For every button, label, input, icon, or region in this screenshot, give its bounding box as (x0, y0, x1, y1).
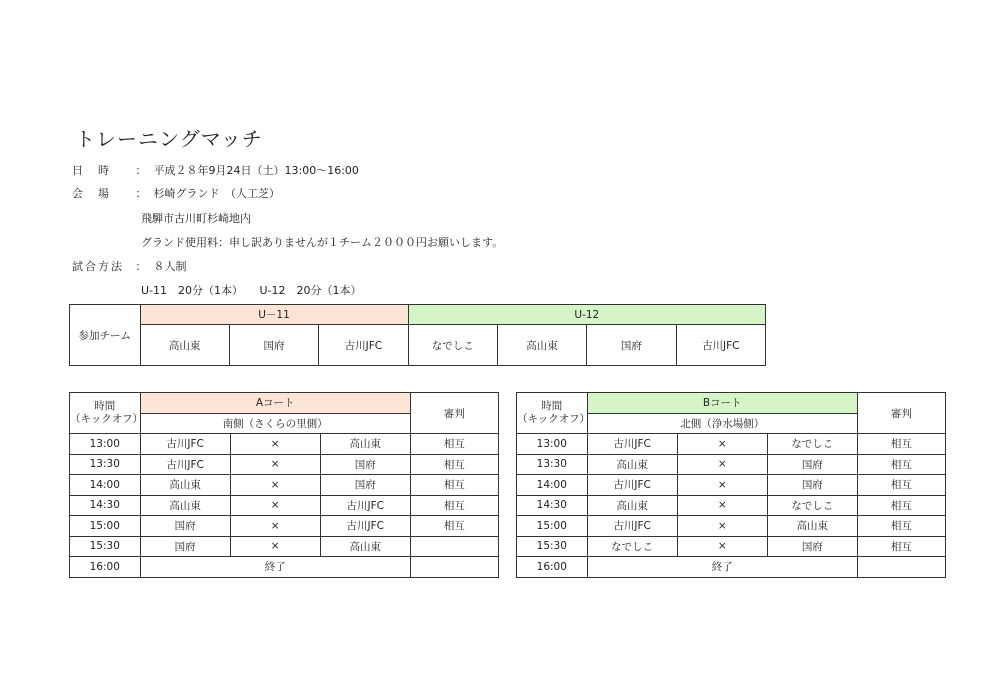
format-line (72, 258, 187, 274)
referee: 相互 (857, 495, 945, 516)
table-row (70, 475, 499, 496)
away-team: 国府 (767, 536, 857, 557)
vs-mark: × (677, 536, 767, 557)
referee: 相互 (857, 536, 945, 557)
table-row (517, 557, 946, 578)
referee: 相互 (410, 434, 498, 455)
colon: ： (135, 187, 147, 200)
kickoff-time: 14:30 (517, 495, 588, 516)
vs-mark: × (230, 475, 320, 496)
referee (857, 557, 945, 578)
date-label: 日 時 (72, 164, 111, 177)
away-team: 高山東 (320, 434, 410, 455)
venue-label: 会 場 (72, 187, 111, 200)
table-row (70, 434, 499, 455)
referee: 相互 (857, 454, 945, 475)
address-line: 飛騨市古川町杉崎地内 (141, 212, 251, 225)
home-team: 国府 (140, 536, 230, 557)
away-team: なでしこ (767, 434, 857, 455)
home-team: 古川JFC (140, 454, 230, 475)
kickoff-time: 14:30 (70, 495, 141, 516)
table-row (70, 557, 499, 578)
home-team: 高山東 (587, 495, 677, 516)
colon: ： (135, 260, 147, 273)
page-title: トレーニングマッチ (75, 127, 263, 151)
court-a-label: Aコート (140, 393, 410, 414)
referee: 相互 (857, 516, 945, 537)
kickoff-time: 13:30 (70, 454, 141, 475)
date-value: 平成２８年9月24日（土）13:00～16:00 (153, 164, 359, 177)
time-header (517, 393, 588, 434)
away-team: 国府 (320, 454, 410, 475)
u12-header: U-12 (408, 305, 765, 325)
vs-mark: × (677, 516, 767, 537)
time-header-label: 時間 (541, 400, 563, 412)
away-team: 国府 (767, 475, 857, 496)
table-row (517, 536, 946, 557)
time-header-sub: （キックオフ） (70, 413, 143, 425)
away-team: 高山東 (320, 536, 410, 557)
table-row (517, 475, 946, 496)
end-label: 終了 (140, 557, 410, 578)
court-b-label: Bコート (587, 393, 857, 414)
vs-mark: × (230, 454, 320, 475)
team-cell: 国府 (229, 325, 318, 366)
referee: 相互 (410, 495, 498, 516)
referee (410, 557, 498, 578)
referee: 相互 (857, 475, 945, 496)
fee-line: グランド使用料：申し訳ありませんが１チーム２０００円お願いします。 (141, 236, 504, 249)
kickoff-time: 15:30 (70, 536, 141, 557)
table-row (517, 434, 946, 455)
home-team: 古川JFC (587, 475, 677, 496)
kickoff-time: 15:30 (517, 536, 588, 557)
referee: 相互 (410, 475, 498, 496)
end-time: 16:00 (517, 557, 588, 578)
home-team: 古川JFC (587, 516, 677, 537)
team-cell: 高山東 (497, 325, 586, 366)
time-header-label: 時間 (94, 400, 116, 412)
team-cell: 高山東 (140, 325, 229, 366)
referee-header: 審判 (410, 393, 498, 434)
vs-mark: × (677, 475, 767, 496)
table-row (517, 495, 946, 516)
home-team: 高山東 (140, 495, 230, 516)
table-row (70, 454, 499, 475)
away-team: 古川JFC (320, 516, 410, 537)
kickoff-time: 15:00 (517, 516, 588, 537)
table-row (517, 516, 946, 537)
date-line (72, 162, 359, 178)
referee: 相互 (857, 434, 945, 455)
team-cell: なでしこ (408, 325, 497, 366)
home-team: 古川JFC (140, 434, 230, 455)
referee-header: 審判 (857, 393, 945, 434)
table-row (70, 495, 499, 516)
kickoff-time: 13:30 (517, 454, 588, 475)
away-team: 古川JFC (320, 495, 410, 516)
team-cell: 国府 (587, 325, 676, 366)
time-header (70, 393, 141, 434)
u11-header: U－11 (140, 305, 408, 325)
end-time: 16:00 (70, 557, 141, 578)
time-header-sub: （キックオフ） (517, 413, 590, 425)
court-a-side: 南側（さくらの里側） (140, 413, 410, 434)
venue-value: 杉崎グランド （人工芝） (153, 187, 280, 200)
referee: 相互 (410, 454, 498, 475)
kickoff-time: 15:00 (70, 516, 141, 537)
away-team: 高山東 (767, 516, 857, 537)
kickoff-time: 13:00 (70, 434, 141, 455)
vs-mark: × (230, 495, 320, 516)
kickoff-time: 14:00 (70, 475, 141, 496)
home-team: 国府 (140, 516, 230, 537)
end-label: 終了 (587, 557, 857, 578)
table-row (70, 516, 499, 537)
vs-mark: × (230, 536, 320, 557)
table-row (70, 536, 499, 557)
format-label: 試合方法 (72, 260, 124, 273)
vs-mark: × (230, 516, 320, 537)
away-team: なでしこ (767, 495, 857, 516)
home-team: 高山東 (587, 454, 677, 475)
teams-row-label: 参加チーム (70, 305, 141, 366)
kickoff-time: 13:00 (517, 434, 588, 455)
vs-mark: × (230, 434, 320, 455)
format-value: ８人制 (153, 260, 187, 273)
teams-table (69, 304, 766, 366)
venue-line (72, 185, 280, 201)
kickoff-time: 14:00 (517, 475, 588, 496)
team-cell: 古川JFC (676, 325, 765, 366)
away-team: 国府 (767, 454, 857, 475)
home-team: なでしこ (587, 536, 677, 557)
colon: ： (135, 164, 147, 177)
court-b-side: 北側（浄水場側） (587, 413, 857, 434)
vs-mark: × (677, 495, 767, 516)
durations-line: U-11 20分（1本） U-12 20分（1本） (141, 284, 362, 297)
court-b-table (516, 392, 946, 578)
referee: 相互 (410, 516, 498, 537)
court-a-table (69, 392, 499, 578)
table-row (517, 454, 946, 475)
vs-mark: × (677, 434, 767, 455)
referee (410, 536, 498, 557)
away-team: 国府 (320, 475, 410, 496)
home-team: 古川JFC (587, 434, 677, 455)
home-team: 高山東 (140, 475, 230, 496)
vs-mark: × (677, 454, 767, 475)
team-cell: 古川JFC (319, 325, 408, 366)
